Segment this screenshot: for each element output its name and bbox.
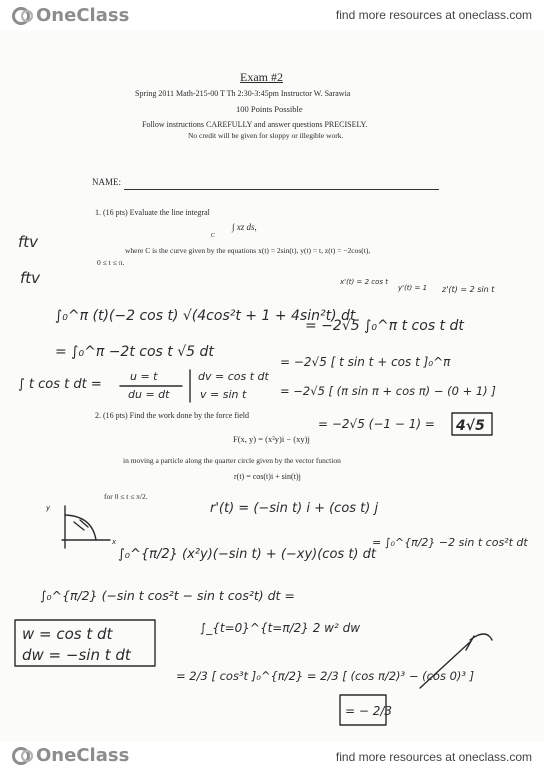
q2-work-line2: ∫₀^{π/2} (−sin t cos²t − sin t cos²t) dt = — [40, 588, 295, 603]
q1-work-line1: ∫₀^π (t)(−2 cos t) √(4cos²t + 1 + 4sin²t) dt — [55, 308, 356, 324]
bottom-banner — [0, 742, 544, 770]
logo-text: OneClass — [36, 5, 130, 26]
q1-work-line3: = −2√5 [ t sin t + cos t ]₀^π — [280, 355, 451, 369]
q2-answer: = − 2/3 — [345, 704, 393, 718]
sketch-label-x: x — [112, 538, 117, 546]
credit-note: No credit will be given for sloppy or illegible work. — [188, 131, 344, 140]
q1-work-line5: = −2√5 (−1 − 1) = — [318, 417, 435, 431]
logo-text-footer: OneClass — [36, 745, 130, 766]
q1-deriv-y: y'(t) = 1 — [398, 284, 428, 292]
q2-sub-dw: dw = −sin t dt — [22, 646, 131, 664]
q1-integral-sub: C — [210, 232, 215, 239]
q2-sub-w: w = cos t dt — [22, 625, 113, 643]
q1-parts-left: ∫ t cos t dt = — [18, 377, 102, 392]
resources-link-footer[interactable]: find more resources at oneclass.com — [335, 750, 532, 764]
q1-answer: 4√5 — [456, 418, 485, 434]
q1-work-line2a: = ∫₀^π −2t cos t √5 dt — [55, 344, 214, 360]
q1-parts-u: u = t — [130, 370, 158, 383]
course-line: Spring 2011 Math-215-00 T Th 2:30-3:45pm Instructor W. Sarawia — [135, 89, 351, 98]
name-label: NAME: — [92, 177, 121, 187]
q2-work-line1: ∫₀^{π/2} (x²y)(−sin t) + (−xy)(cos t) dt — [118, 547, 376, 562]
q1-description: where C is the curve given by the equations x(t) = 2sin(t), y(t) = t, z(t) = −2cos(t), — [125, 246, 371, 255]
q1-deriv-z: z'(t) = 2 sin t — [442, 285, 495, 294]
q1-parts-dv: dv = cos t dt — [198, 370, 269, 383]
q2-range: for 0 ≤ t ≤ π/2. — [104, 492, 148, 501]
margin-mark-2: ftv — [20, 269, 41, 287]
q2-deriv: r'(t) = (−sin t) i + (cos t) j — [210, 501, 379, 516]
sketch-label-y: y — [46, 504, 51, 512]
q1-integral-text: ∫ xz ds, — [232, 222, 257, 232]
q1-parts-v: v = sin t — [200, 388, 247, 401]
instructions-line: Follow instructions CAREFULLY and answer questions PRECISELY. — [142, 120, 368, 129]
points-line: 100 Points Possible — [236, 104, 303, 114]
q1-deriv-x: x'(t) = 2 cos t — [340, 278, 389, 286]
q2-work-line3: ∫_{t=0}^{t=π/2} 2 w² dw — [200, 621, 361, 635]
q2-work-line1b: = ∫₀^{π/2} −2 sin t cos²t dt — [372, 536, 528, 549]
exam-title: Exam #2 — [240, 70, 283, 84]
q1-work-line2b: = −2√5 ∫₀^π t cos t dt — [305, 318, 464, 334]
q2-force-field: F(x, y) = (x²y)i − (xy)j — [233, 434, 310, 444]
q2-work-line4: = 2/3 [ cos³t ]₀^{π/2} = 2/3 [ (cos π/2)³ − (cos 0)³ ] — [176, 669, 475, 683]
q1-work-line4: = −2√5 [ (π sin π + cos π) − (0 + 1) ] — [280, 384, 496, 398]
q1-range: 0 ≤ t ≤ π. — [97, 258, 125, 267]
logo-mark-icon — [12, 746, 34, 766]
q2-prompt: 2. (16 pts) Find the work done by the force field — [95, 411, 249, 420]
resources-link[interactable]: find more resources at oneclass.com — [335, 8, 532, 22]
q1-parts-du: du = dt — [128, 388, 170, 401]
oneclass-logo-footer[interactable] — [12, 745, 129, 766]
q1-prompt: 1. (16 pts) Evaluate the line integral — [95, 208, 210, 217]
margin-mark-1: ftv — [18, 233, 39, 251]
q2-vector-function: r(t) = cos(t)i + sin(t)j — [234, 472, 301, 481]
q2-description: in moving a particle along the quarter circle given by the vector function — [123, 456, 341, 465]
